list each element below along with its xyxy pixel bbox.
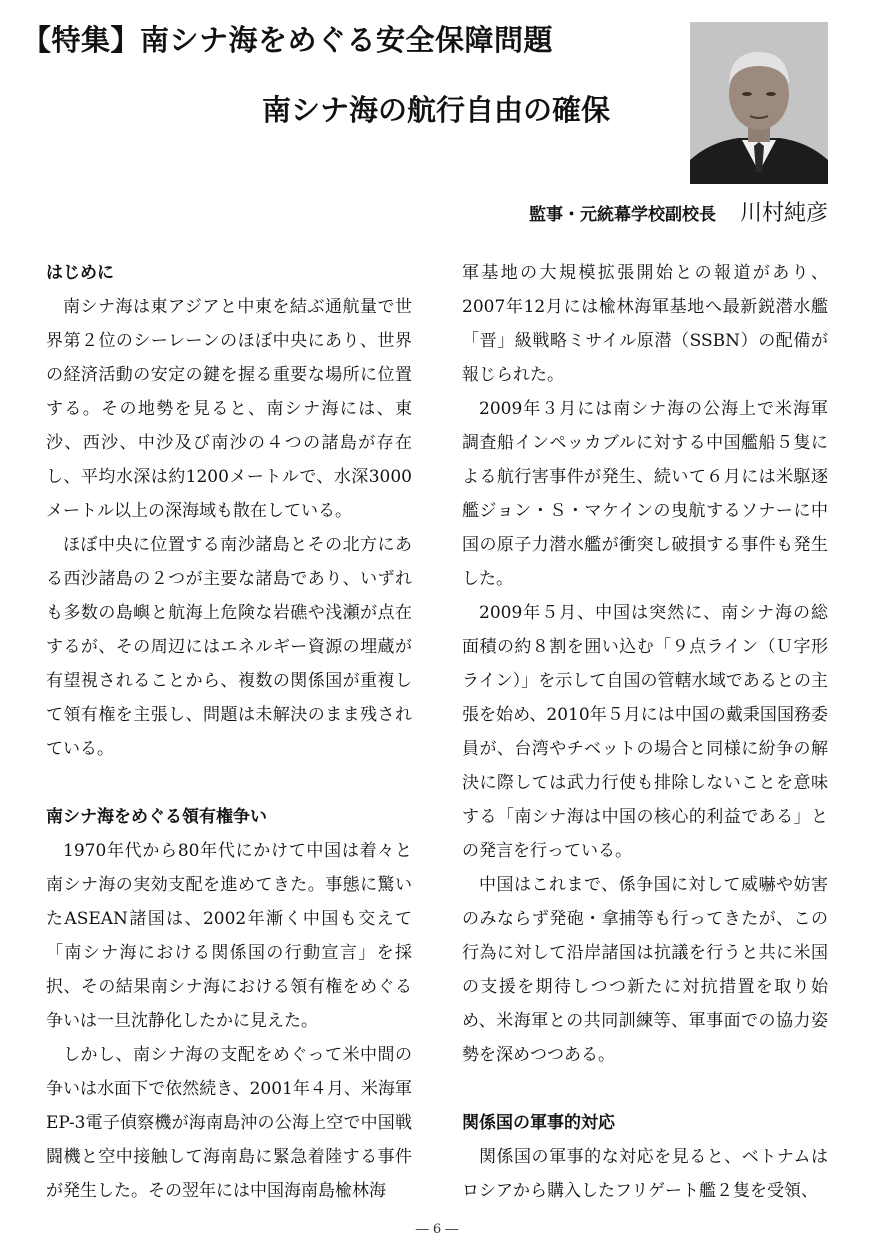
byline bbox=[529, 196, 828, 227]
page-number: ― 6 ― bbox=[415, 1222, 459, 1237]
paragraph: 2009年３月には南シナ海の公海上で米海軍調査船インペッカブルに対する中国艦船５隻による航行害事件が発生、続いて６月には米駆逐艦ジョン・Ｓ・マケインの曳航するソナーに中国の原子力潜水艦が衝突し破損する事件も発生した。 bbox=[462, 399, 828, 589]
author-role: 監事・元統幕学校副校長 bbox=[528, 205, 716, 225]
left-column bbox=[46, 256, 412, 1208]
section-heading-military-response: 関係国の軍事的対応 bbox=[462, 1113, 615, 1133]
author-name: 川村純彦 bbox=[739, 201, 828, 226]
section-heading-intro: はじめに bbox=[46, 263, 114, 283]
paragraph: しかし、南シナ海の支配をめぐって米中間の争いは水面下で依然続き、2001年４月、米海軍EP-3電子偵察機が海南島沖の公海上空で中国戦闘機と空中接触して海南島に緊急着陸する事件が発生した。その翌年には中国海南島楡林海 bbox=[46, 1045, 412, 1201]
paragraph: 中国はこれまで、係争国に対して威嚇や妨害のみならず発砲・拿捕等も行ってきたが、この行為に対して沿岸諸国は抗議を行うと共に米国の支援を期待しつつ新たに対抗措置を取り始め、米海軍との共同訓練等、軍事面での協力姿勢を深めつつある。 bbox=[462, 875, 828, 1065]
paragraph: 1970年代から80年代にかけて中国は着々と南シナ海の実効支配を進めてきた。事態に驚いたASEAN諸国は、2002年漸く中国も交えて「南シナ海における関係国の行動宣言」を採択、その結果南シナ海における領有権をめぐる争いは一旦沈静化したかに見えた。 bbox=[46, 841, 412, 1031]
paragraph: 2009年５月、中国は突然に、南シナ海の総面積の約８割を囲い込む「９点ライン（Ｕ字形ライン）」を示して自国の管轄水域であるとの主張を始め、2010年５月には中国の戴秉国国務委員が、台湾やチベットの場合と同様に紛争の解決に際しては武力行使も排除しないことを意味する「南シナ海は中国の核心的利益である」との発言を行っている。 bbox=[462, 603, 828, 861]
paragraph: 関係国の軍事的な対応を見ると、ベトナムはロシアから購入したフリゲート艦２隻を受領、 bbox=[462, 1147, 828, 1201]
article-title: 南シナ海の航行自由の確保 bbox=[262, 93, 611, 127]
series-title: 【特集】南シナ海をめぐる安全保障問題 bbox=[22, 23, 554, 57]
paragraph: ほぼ中央に位置する南沙諸島とその北方にある西沙諸島の２つが主要な諸島であり、いずれも多数の島嶼と航海上危険な岩礁や浅瀬が点在するが、その周辺にはエネルギー資源の埋蔵が有望視されることから、複数の関係国が重複して領有権を主張し、問題は未解決のまま残されている。 bbox=[46, 535, 412, 759]
section-heading-territorial-dispute: 南シナ海をめぐる領有権争い bbox=[46, 807, 267, 827]
author-photo bbox=[690, 22, 828, 184]
paragraph-continued: 軍基地の大規模拡張開始との報道があり、2007年12月には楡林海軍基地へ最新鋭潜水艦「晋」級戦略ミサイル原潜（SSBN）の配備が報じられた。 bbox=[462, 263, 828, 385]
right-column bbox=[462, 256, 828, 1208]
paragraph: 南シナ海は東アジアと中東を結ぶ通航量で世界第２位のシーレーンのほぼ中央にあり、世界の経済活動の安定の鍵を握る重要な場所に位置する。その地勢を見ると、南シナ海には、東沙、西沙、中沙及び南沙の４つの諸島が存在し、平均水深は約1200メートルで、水深3000メートル以上の深海域も散在している。 bbox=[46, 297, 412, 521]
